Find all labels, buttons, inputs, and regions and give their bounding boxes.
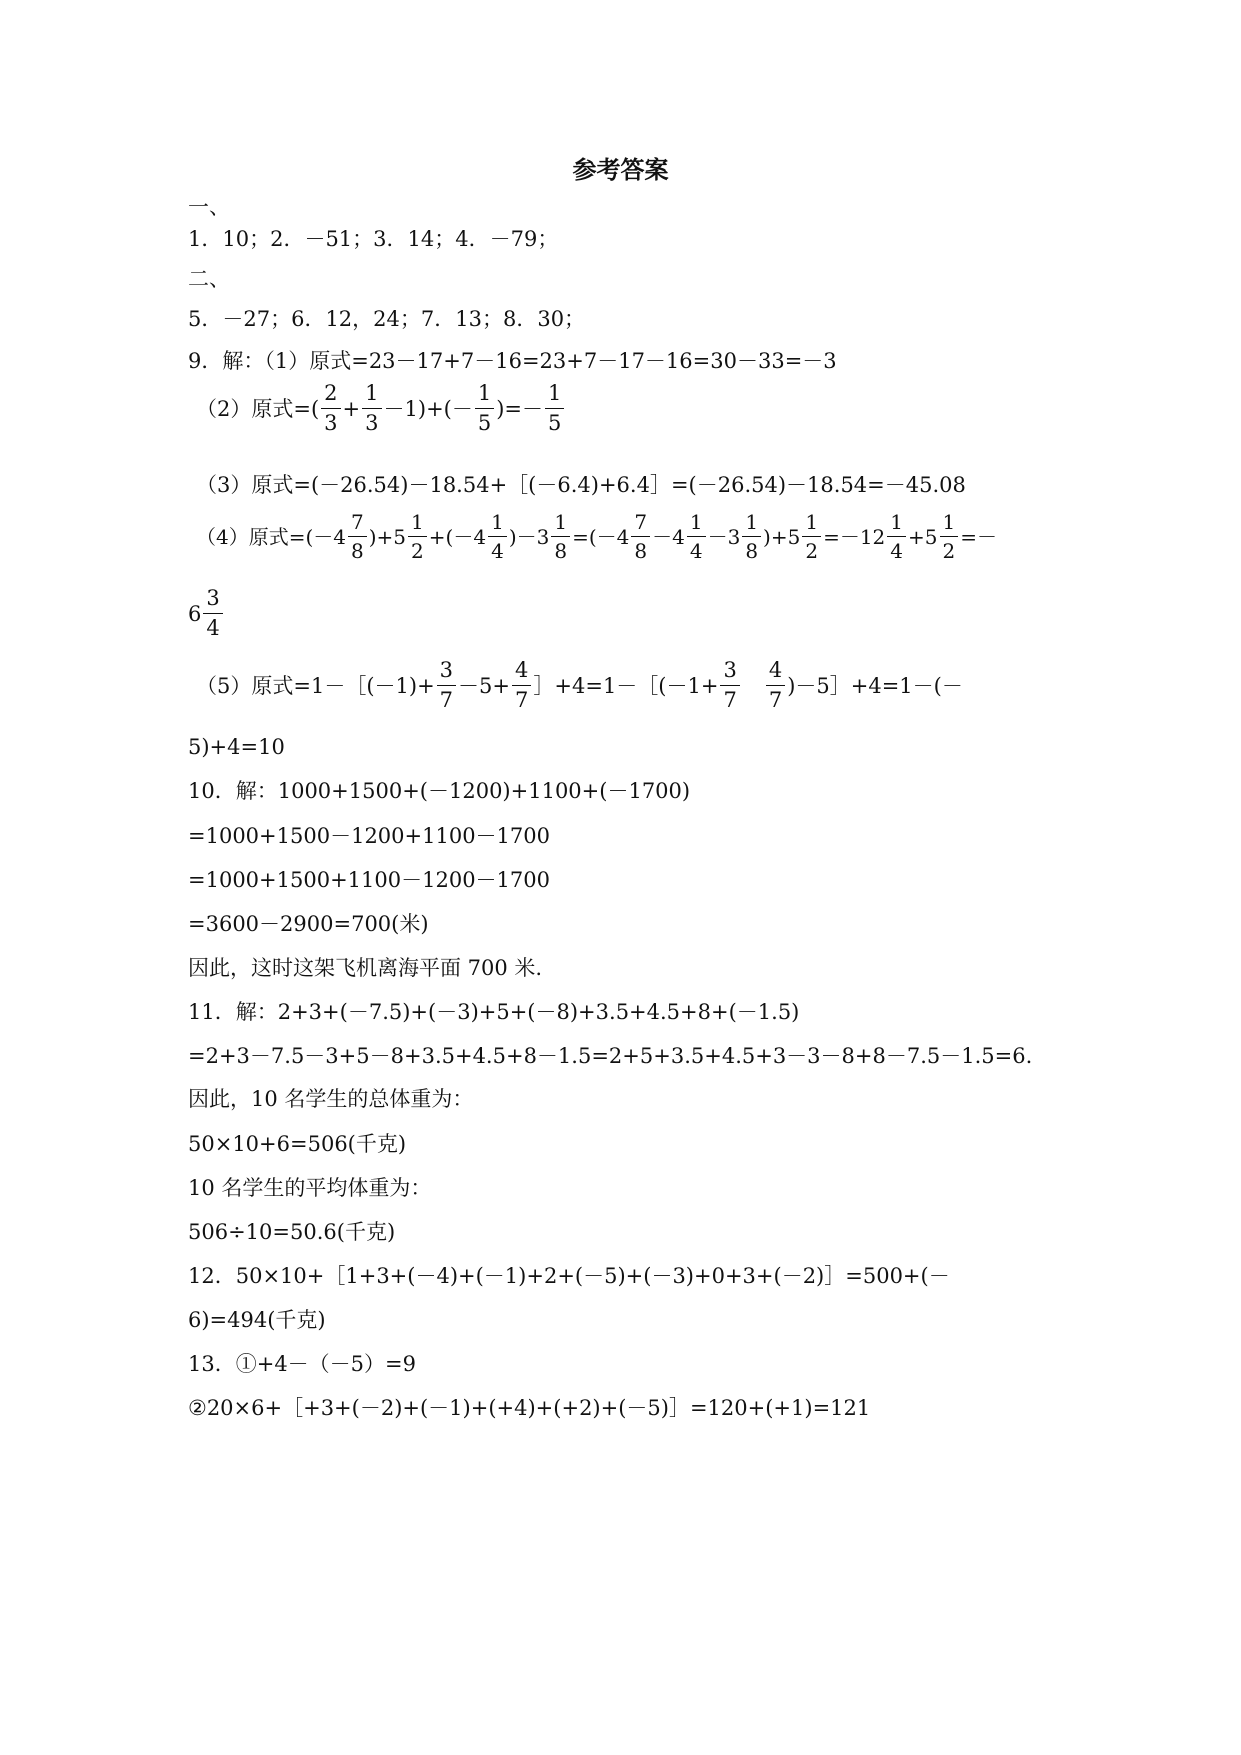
fraction: $\frac{3}{4}$: [203, 588, 222, 639]
q9-part4: [196, 512, 997, 561]
section-one-answers: 1．10；2．－51；3．14；4．－79；: [188, 227, 559, 251]
q10-line: 10．解：1000+1500+(－1200)+1100+(－1700): [188, 779, 691, 803]
q9-5-text: )－5］+4=1－(－: [787, 673, 963, 698]
q9-5-text: －5+: [458, 673, 511, 698]
fraction: $\frac{1}{5}$: [475, 383, 494, 434]
q10-line: =3600－2900=700(米): [188, 912, 429, 936]
fraction: $\frac{7}{8}$: [348, 512, 367, 561]
q10-line: =1000+1500－1200+1100－1700: [188, 824, 551, 848]
q9-5-text: （5）原式=1－［(－1)+: [196, 673, 435, 698]
fraction: $\frac{1}{8}$: [742, 512, 761, 561]
fraction: $\frac{1}{2}$: [940, 512, 959, 561]
fraction: $\frac{1}{3}$: [362, 383, 381, 434]
q12-line: 6)=494(千克): [188, 1308, 326, 1332]
q9-part1: 9．解：（1）原式=23－17+7－16=23+7－17－16=30－33=－3: [188, 349, 837, 373]
q9-4-result-whole: 6: [188, 601, 202, 626]
q10-line: =1000+1500+1100－1200－1700: [188, 868, 551, 892]
q11-line: =2+3－7.5－3+5－8+3.5+4.5+8－1.5=2+5+3.5+4.5+3－3－8+8－7.5－1.5=6.: [188, 1044, 1033, 1068]
fraction: $\frac{1}{5}$: [545, 383, 564, 434]
section-one-label: 一、: [188, 195, 230, 219]
q9-4-text: －3: [707, 524, 741, 549]
q9-2-text-d: )=－: [496, 396, 544, 421]
q9-part2: [196, 383, 566, 434]
fraction: $\frac{4}{7}$: [512, 660, 531, 711]
section-two-label: 二、: [188, 267, 230, 291]
fraction: $\frac{1}{4}$: [488, 512, 507, 561]
q9-4-text: －4: [652, 524, 685, 549]
fraction: $\frac{1}{4}$: [687, 512, 706, 561]
q9-2-text-b: +: [342, 396, 361, 421]
fraction: $\frac{4}{7}$: [766, 660, 785, 711]
q9-4-text: +(－4: [428, 524, 487, 549]
q9-4-text: )+5: [368, 524, 407, 549]
q9-4-text: +5: [908, 524, 938, 549]
q9-part5: [196, 660, 963, 711]
fraction: $\frac{2}{3}$: [321, 383, 340, 434]
q11-line: 10 名学生的平均体重为：: [188, 1176, 432, 1200]
q9-4-text: （4）原式=(－4: [196, 524, 347, 549]
fraction: $\frac{1}{8}$: [551, 512, 570, 561]
q13-line: ②20×6+［+3+(－2)+(－1)+(+4)+(+2)+(－5)］=120+(+1)=121: [188, 1396, 871, 1420]
q9-part3: （3）原式=(－26.54)－18.54+［(－6.4)+6.4］=(－26.54)－18.54=－45.08: [196, 473, 966, 497]
q12-line: 12．50×10+［1+3+(－4)+(－1)+2+(－5)+(－3)+0+3+(－2)］=500+(－: [188, 1264, 950, 1288]
q9-4-text: =(－4: [572, 524, 630, 549]
q11-line: 11．解：2+3+(－7.5)+(－3)+5+(－8)+3.5+4.5+8+(－1.5): [188, 1000, 800, 1024]
q13-line: 13．①+4－（－5）=9: [188, 1352, 416, 1376]
q9-2-text-a: （2）原式=(: [196, 396, 320, 421]
q9-5-text: ］+4=1－［(－1+: [533, 673, 719, 698]
fraction: $\frac{3}{7}$: [437, 660, 456, 711]
q11-line: 50×10+6=506(千克): [188, 1132, 407, 1156]
fraction: $\frac{1}{2}$: [408, 512, 427, 561]
q11-line: 506÷10=50.6(千克): [188, 1220, 396, 1244]
fraction: $\frac{3}{7}$: [720, 660, 739, 711]
section-two-answers: 5．－27；6．12，24；7．13；8．30；: [188, 307, 586, 331]
q11-line: 因此，10 名学生的总体重为：: [188, 1087, 474, 1111]
q9-part4-continuation: [188, 588, 225, 639]
q9-4-text: =－12: [823, 524, 886, 549]
q9-2-text-c: －1)+(－: [383, 396, 473, 421]
q10-line: 因此，这时这架飞机离海平面 700 米.: [188, 956, 543, 980]
fraction: $\frac{1}{4}$: [887, 512, 906, 561]
page-title: 参考答案: [572, 156, 669, 184]
q9-part5-continuation: 5)+4=10: [188, 735, 285, 759]
fraction: $\frac{1}{2}$: [802, 512, 821, 561]
q9-4-text: =－: [960, 524, 998, 549]
fraction: $\frac{7}{8}$: [631, 512, 650, 561]
q9-4-text: )+5: [763, 524, 801, 549]
q9-4-text: )－3: [508, 524, 550, 549]
